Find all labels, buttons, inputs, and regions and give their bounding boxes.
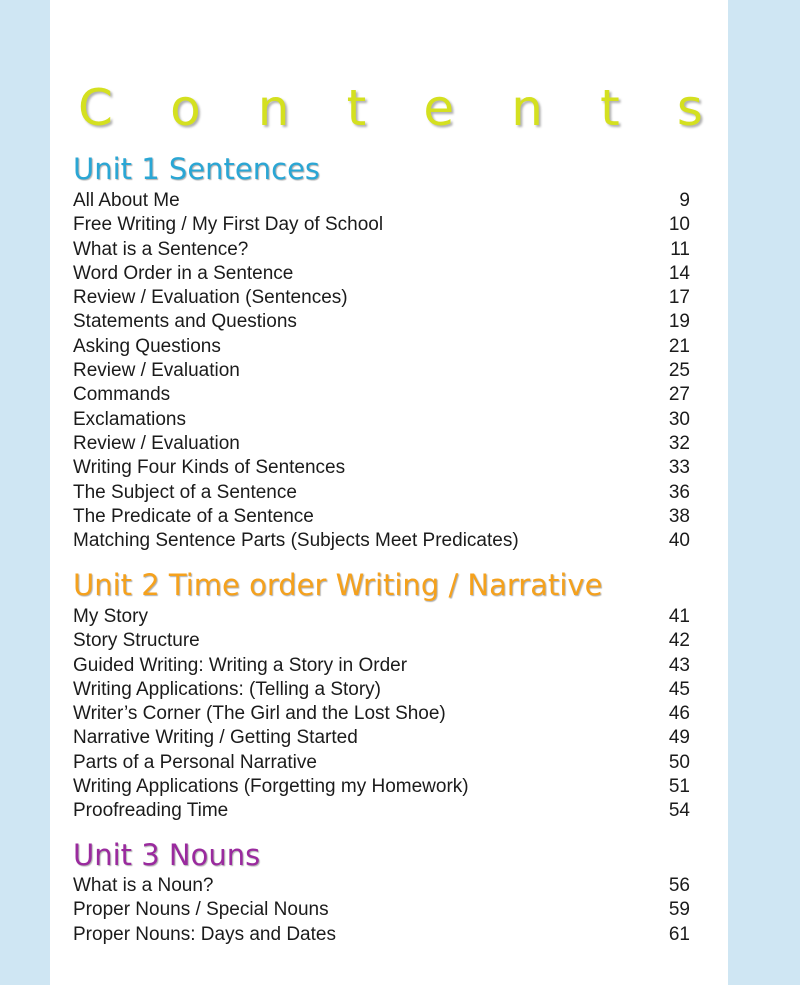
toc-entry-page-number: 54 <box>668 800 690 822</box>
title-letter: n <box>257 79 290 137</box>
toc-entry-title: Narrative Writing / Getting Started <box>73 727 358 749</box>
toc-entry[interactable] <box>73 359 690 383</box>
toc-entry-title: What is a Sentence? <box>73 238 249 260</box>
toc-entry[interactable] <box>73 456 690 480</box>
toc-entry[interactable] <box>73 678 690 702</box>
toc-entry-page-number: 27 <box>668 384 690 406</box>
toc-entry[interactable] <box>73 213 690 237</box>
toc-entry-page-number: 51 <box>668 776 690 798</box>
toc-entry-page-number: 46 <box>668 703 690 725</box>
unit-2-heading: Unit 2 Time order Writing / Narrative <box>73 568 603 602</box>
toc-entry-page-number: 38 <box>668 505 690 527</box>
toc-entry-page-number: 41 <box>668 606 690 627</box>
toc-entry-page-number: 9 <box>679 190 690 211</box>
toc-entry-page-number: 40 <box>668 530 690 552</box>
toc-entry-title: Statements and Questions <box>73 311 297 333</box>
toc-entry[interactable] <box>73 481 690 505</box>
toc-entry-title: Parts of a Personal Narrative <box>73 751 317 773</box>
toc-entry-title: My Story <box>73 606 148 627</box>
toc-entry[interactable] <box>73 726 690 750</box>
toc-entry[interactable] <box>73 923 690 947</box>
toc-entry[interactable] <box>73 751 690 775</box>
toc-entry-title: Proper Nouns / Special Nouns <box>73 899 329 921</box>
toc-entry[interactable] <box>73 629 690 653</box>
toc-entry-title: Word Order in a Sentence <box>73 262 294 284</box>
toc-entry-page-number: 36 <box>668 481 690 503</box>
unit-3-entry-list <box>73 874 690 947</box>
toc-entry[interactable] <box>73 898 690 922</box>
toc-entry[interactable] <box>73 310 690 334</box>
toc-entry-page-number: 49 <box>668 727 690 749</box>
unit-1-entry-list <box>73 189 690 553</box>
toc-entry-page-number: 42 <box>668 630 690 652</box>
toc-entry-page-number: 59 <box>668 899 690 921</box>
toc-entry-page-number: 19 <box>668 311 690 333</box>
title-letter: o <box>170 79 201 137</box>
toc-entry-page-number: 45 <box>668 678 690 700</box>
contents-title <box>78 78 703 138</box>
toc-entry-page-number: 21 <box>668 335 690 357</box>
toc-entry-title: Story Structure <box>73 630 200 652</box>
title-letter: e <box>423 79 455 137</box>
toc-entry-title: Writing Applications (Forgetting my Homework) <box>73 776 469 798</box>
toc-entry-page-number: 14 <box>668 262 690 284</box>
toc-entry-page-number: 11 <box>670 238 690 260</box>
toc-entry[interactable] <box>73 262 690 286</box>
toc-entry-title: Asking Questions <box>73 335 221 357</box>
toc-entry[interactable] <box>73 702 690 726</box>
toc-entry[interactable] <box>73 775 690 799</box>
toc-entry-title: Exclamations <box>73 408 186 430</box>
toc-entry-title: Proofreading Time <box>73 800 229 822</box>
toc-entry-title: What is a Noun? <box>73 875 214 896</box>
toc-entry-page-number: 50 <box>668 751 690 773</box>
unit-2-entry-list <box>73 605 690 824</box>
toc-entry-page-number: 32 <box>668 432 690 454</box>
toc-entry-title: Review / Evaluation <box>73 360 240 382</box>
toc-entry-title: Review / Evaluation (Sentences) <box>73 287 348 309</box>
unit-1-heading: Unit 1 Sentences <box>73 152 321 186</box>
toc-entry-page-number: 33 <box>668 457 690 479</box>
toc-entry-title: All About Me <box>73 190 180 211</box>
toc-entry-title: Proper Nouns: Days and Dates <box>73 923 336 945</box>
toc-entry[interactable] <box>73 432 690 456</box>
right-side-panel <box>728 0 800 985</box>
toc-entry-title: Guided Writing: Writing a Story in Order <box>73 654 408 676</box>
toc-entry-page-number: 10 <box>668 214 690 236</box>
toc-entry[interactable] <box>73 605 690 629</box>
toc-entry[interactable] <box>73 335 690 359</box>
toc-entry-page-number: 25 <box>668 360 690 382</box>
toc-entry[interactable] <box>73 408 690 432</box>
unit-3-heading: Unit 3 Nouns <box>73 838 261 872</box>
toc-entry-title: Writing Applications: (Telling a Story) <box>73 678 381 700</box>
toc-entry-title: The Predicate of a Sentence <box>73 505 314 527</box>
toc-entry[interactable] <box>73 189 690 213</box>
toc-entry[interactable] <box>73 799 690 823</box>
toc-entry-page-number: 30 <box>668 408 690 430</box>
toc-entry-page-number: 56 <box>668 875 690 896</box>
toc-entry-page-number: 61 <box>668 923 690 945</box>
toc-entry-title: Writer’s Corner (The Girl and the Lost Shoe) <box>73 703 446 725</box>
toc-entry[interactable] <box>73 505 690 529</box>
toc-entry-page-number: 43 <box>668 654 690 676</box>
toc-entry[interactable] <box>73 874 690 898</box>
toc-entry[interactable] <box>73 286 690 310</box>
toc-entry-title: Free Writing / My First Day of School <box>73 214 384 236</box>
title-letter: C <box>78 79 113 137</box>
title-letter: t <box>600 79 620 137</box>
toc-entry[interactable] <box>73 529 690 553</box>
toc-entry-page-number: 17 <box>668 287 690 309</box>
toc-entry[interactable] <box>73 238 690 262</box>
toc-entry[interactable] <box>73 654 690 678</box>
toc-entry-title: Matching Sentence Parts (Subjects Meet Predicates) <box>73 530 519 552</box>
toc-entry-title: Commands <box>73 384 171 406</box>
toc-entry-title: The Subject of a Sentence <box>73 481 297 503</box>
title-letter: n <box>511 79 543 137</box>
toc-entry[interactable] <box>73 383 690 407</box>
title-letter: t <box>346 79 367 137</box>
title-letter: s <box>676 79 703 137</box>
toc-entry-title: Review / Evaluation <box>73 432 240 454</box>
left-side-panel <box>0 0 50 985</box>
toc-entry-title: Writing Four Kinds of Sentences <box>73 457 346 479</box>
